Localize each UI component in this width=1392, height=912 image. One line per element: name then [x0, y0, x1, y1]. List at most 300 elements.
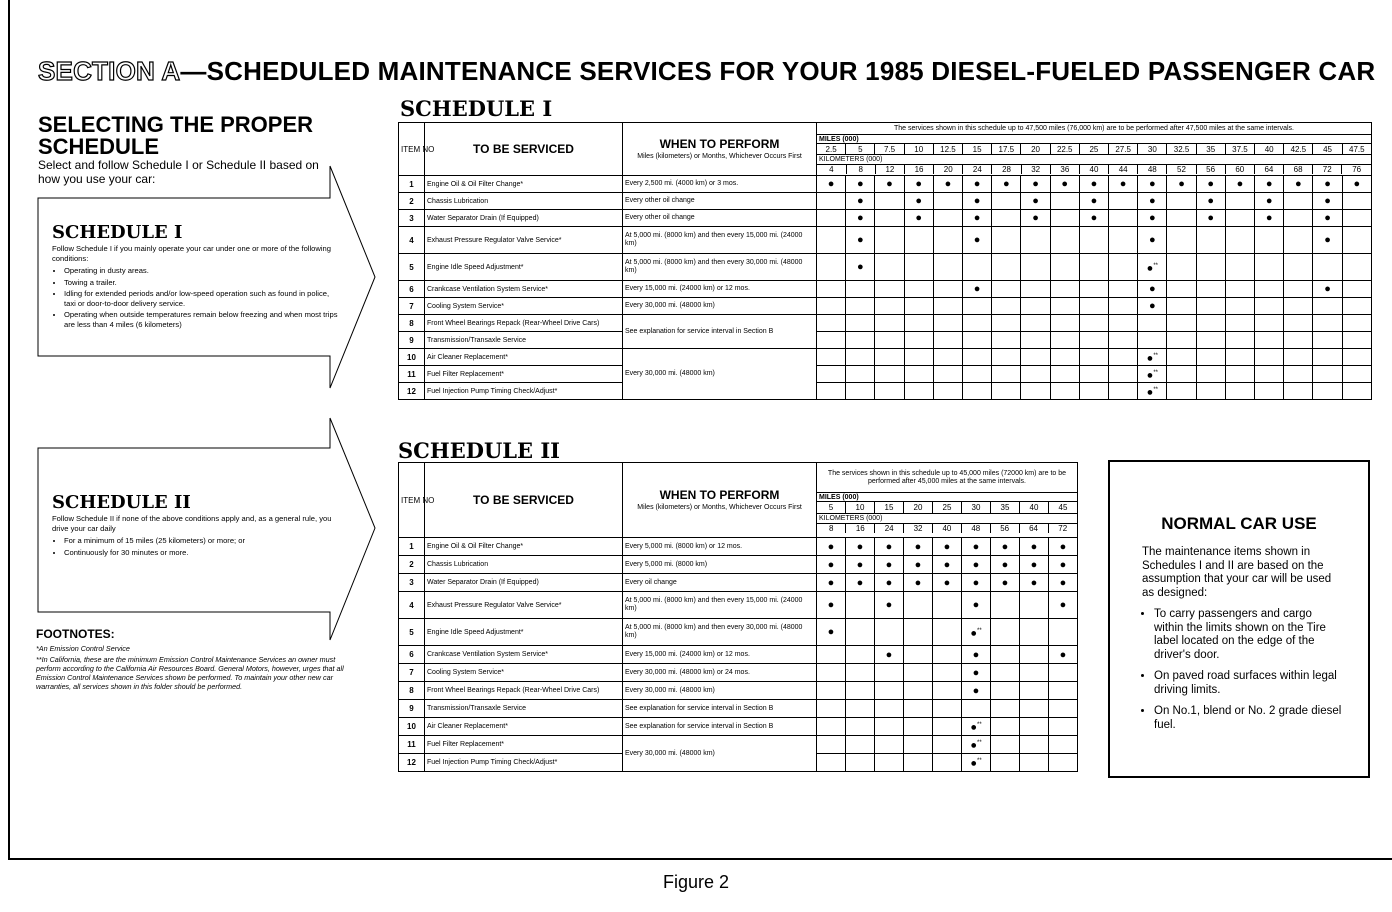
service-mark [1225, 298, 1254, 315]
table-row [399, 700, 1078, 718]
when-to-perform: See explanation for service interval in Section B [623, 718, 817, 736]
service-mark [1342, 298, 1371, 315]
service-mark: ● [933, 176, 962, 193]
emission-footnote-mark: ** [1153, 352, 1158, 359]
service-mark [991, 682, 1020, 700]
table-row [399, 210, 1372, 227]
miles-label: MILES (000) [817, 493, 1078, 502]
service-mark: ● [1138, 281, 1167, 298]
service-mark [933, 315, 962, 332]
title-text: SCHEDULED MAINTENANCE SERVICES FOR YOUR 1985 DIESEL-FUELED PASSENGER CAR [206, 56, 1376, 86]
when-subheader: Miles (kilometers) or Months, Whichever Occurs First [637, 504, 802, 511]
miles-tick: 5 [846, 144, 875, 155]
service-mark [1167, 281, 1196, 298]
normal-car-use-body [1142, 546, 1342, 740]
service-mark [846, 736, 875, 754]
km-tick: 76 [1342, 165, 1371, 175]
service-mark [1079, 298, 1108, 315]
service-mark [1225, 366, 1254, 383]
service-mark: ● [1079, 193, 1108, 210]
item-header: ITEM NO [399, 463, 425, 538]
service-mark: ● [904, 538, 933, 556]
service-mark [875, 736, 904, 754]
service-name: Chassis Lubrication [425, 556, 623, 574]
service-mark [1049, 619, 1078, 646]
km-tick: 28 [992, 165, 1021, 175]
service-mark [1196, 366, 1225, 383]
table-row [399, 332, 1372, 349]
service-mark [1284, 315, 1313, 332]
table-row [399, 227, 1372, 254]
service-mark [933, 332, 962, 349]
schedule1-box-text [52, 244, 342, 331]
service-mark [875, 298, 904, 315]
service-mark [1020, 664, 1049, 682]
service-mark: ● [904, 193, 933, 210]
service-mark: ● [1138, 210, 1167, 227]
service-mark [846, 664, 875, 682]
service-name: Cooling System Service* [425, 664, 623, 682]
service-mark [1225, 332, 1254, 349]
service-mark [875, 366, 904, 383]
service-name: Engine Idle Speed Adjustment* [425, 254, 623, 281]
km-tick: 48 [961, 524, 990, 534]
service-mark [1196, 332, 1225, 349]
service-mark [1255, 298, 1284, 315]
service-mark [1050, 254, 1079, 281]
schedule1-intro: Follow Schedule I if you mainly operate your car under one or more of the following conditions: [52, 244, 332, 263]
service-mark: ● [963, 281, 992, 298]
service-name: Air Cleaner Replacement* [425, 349, 623, 366]
service-mark [1284, 227, 1313, 254]
service-mark [992, 315, 1021, 332]
service-mark [963, 315, 992, 332]
service-mark [1079, 383, 1108, 400]
service-mark [817, 383, 846, 400]
service-mark [1021, 366, 1050, 383]
service-mark [1167, 193, 1196, 210]
service-name: Air Cleaner Replacement* [425, 718, 623, 736]
service-mark [933, 619, 962, 646]
service-mark [1050, 298, 1079, 315]
service-mark [992, 349, 1021, 366]
service-mark [1196, 349, 1225, 366]
item-number: 12 [399, 754, 425, 772]
service-mark [1109, 349, 1138, 366]
emission-footnote-mark: ** [1153, 262, 1158, 269]
km-tick: 56 [990, 524, 1019, 534]
miles-tick: 45 [1313, 144, 1342, 155]
service-mark [1050, 366, 1079, 383]
service-mark [875, 332, 904, 349]
service-mark: ● [933, 556, 962, 574]
normal-car-use-bullet: • On paved road surfaces within legal driving limits. [1154, 670, 1342, 697]
service-mark [963, 366, 992, 383]
service-mark [817, 298, 846, 315]
km-tick: 4 [817, 165, 846, 175]
service-mark: ● [962, 538, 991, 556]
km-tick: 32 [1021, 165, 1050, 175]
km-tick: 12 [875, 165, 904, 175]
service-mark: ● [875, 556, 904, 574]
service-mark [1109, 332, 1138, 349]
service-mark: ● [1196, 210, 1225, 227]
service-mark: ● [1138, 176, 1167, 193]
service-mark [933, 281, 962, 298]
service-mark [933, 383, 962, 400]
service-mark [1167, 349, 1196, 366]
item-number: 11 [399, 366, 425, 383]
service-mark: ● [1255, 176, 1284, 193]
schedule-note: The services shown in this schedule up to 47,500 miles (76,000 km) are to be performed after 47,500 miles at the same intervals. [817, 123, 1372, 135]
service-mark [1196, 254, 1225, 281]
service-mark [875, 193, 904, 210]
service-mark [1225, 383, 1254, 400]
schedule2-heading: SCHEDULE II [398, 438, 560, 463]
service-mark [1225, 210, 1254, 227]
schedule2-bullet: • Continuously for 30 minutes or more. [64, 548, 342, 558]
miles-tick: 30 [1138, 144, 1167, 155]
km-tick: 68 [1284, 165, 1313, 175]
service-mark: ● [1109, 176, 1138, 193]
item-number: 2 [399, 556, 425, 574]
service-name: Front Wheel Bearings Repack (Rear-Wheel Drive Cars) [425, 682, 623, 700]
km-tick: 8 [846, 165, 875, 175]
service-mark [875, 700, 904, 718]
service-mark [846, 298, 875, 315]
table-row [399, 556, 1078, 574]
service-name: Water Separator Drain (If Equipped) [425, 210, 623, 227]
normal-car-use-box [1108, 460, 1370, 778]
service-mark: ● [933, 538, 962, 556]
selecting-title: SELECTING THE PROPER SCHEDULE [38, 112, 314, 159]
miles-tick: 32.5 [1167, 144, 1196, 155]
service-mark: ● [963, 193, 992, 210]
service-mark [1167, 315, 1196, 332]
item-number: 6 [399, 646, 425, 664]
item-number: 7 [399, 664, 425, 682]
service-mark: ● [846, 210, 875, 227]
service-mark [933, 664, 962, 682]
table-row [399, 176, 1372, 193]
service-mark [1050, 227, 1079, 254]
item-number: 10 [399, 718, 425, 736]
when-to-perform: Every 30,000 mi. (48000 km) [623, 298, 817, 315]
normal-car-use-intro: The maintenance items shown in Schedules I and II are based on the assumption that your car will be used as designed: [1142, 546, 1332, 599]
schedule1-bullet: • Operating when outside temperatures remain below freezing and when most trips are less than 4 miles (6 kilometers) [64, 310, 342, 329]
service-mark: ● [846, 556, 875, 574]
when-header [623, 463, 817, 538]
service-mark [1109, 315, 1138, 332]
when-to-perform: At 5,000 mi. (8000 km) and then every 30,000 mi. (48000 km) [623, 619, 817, 646]
service-mark [1138, 332, 1167, 349]
service-mark [1313, 315, 1342, 332]
table-row [399, 254, 1372, 281]
service-mark: ● [1020, 538, 1049, 556]
item-number: 8 [399, 315, 425, 332]
service-mark [1050, 210, 1079, 227]
service-mark [1255, 281, 1284, 298]
service-mark: ● [1225, 176, 1254, 193]
service-mark [817, 664, 846, 682]
service-mark: ● [875, 574, 904, 592]
service-mark [1255, 366, 1284, 383]
miles-tick: 5 [817, 502, 846, 514]
miles-tick: 47.5 [1342, 144, 1371, 155]
service-mark [1342, 281, 1371, 298]
service-mark [962, 700, 991, 718]
service-name: Water Separator Drain (If Equipped) [425, 574, 623, 592]
service-mark: ●** [962, 736, 991, 754]
service-mark [1313, 332, 1342, 349]
footnotes [36, 627, 346, 693]
service-mark [904, 646, 933, 664]
service-name: Exhaust Pressure Regulator Valve Service* [425, 227, 623, 254]
service-mark [1049, 736, 1078, 754]
service-name: Engine Oil & Oil Filter Change* [425, 176, 623, 193]
service-mark: ● [875, 538, 904, 556]
schedule2-box-text [52, 514, 342, 559]
service-mark [875, 682, 904, 700]
schedule1-box-title: SCHEDULE I [52, 222, 183, 243]
service-mark [904, 682, 933, 700]
service-mark [1079, 315, 1108, 332]
service-mark [1167, 366, 1196, 383]
service-mark [1020, 682, 1049, 700]
service-mark: ● [846, 176, 875, 193]
service-mark [1020, 619, 1049, 646]
service-name: Crankcase Ventilation System Service* [425, 646, 623, 664]
schedule1-heading: SCHEDULE I [400, 96, 553, 121]
service-mark [933, 298, 962, 315]
service-mark [1049, 718, 1078, 736]
service-mark [1021, 349, 1050, 366]
schedule1-bullet: • Operating in dusty areas. [64, 266, 342, 276]
service-mark: ● [1138, 227, 1167, 254]
service-mark [992, 366, 1021, 383]
km-tick: 44 [1109, 165, 1138, 175]
service-mark [1284, 366, 1313, 383]
service-mark [1109, 210, 1138, 227]
service-mark [1020, 592, 1049, 619]
miles-tick: 27.5 [1109, 144, 1138, 155]
service-mark [1050, 383, 1079, 400]
service-mark: ● [992, 176, 1021, 193]
km-tick: 16 [904, 165, 933, 175]
km-tick: 64 [1019, 524, 1048, 534]
schedule2-box-title: SCHEDULE II [52, 492, 191, 513]
service-mark [817, 646, 846, 664]
service-mark [1342, 332, 1371, 349]
service-mark: ● [962, 646, 991, 664]
km-tick: 36 [1050, 165, 1079, 175]
km-tick: 52 [1167, 165, 1196, 175]
service-mark [1050, 332, 1079, 349]
service-mark: ● [991, 574, 1020, 592]
service-mark [875, 281, 904, 298]
item-number: 12 [399, 383, 425, 400]
service-mark: ●** [1138, 366, 1167, 383]
service-mark: ● [904, 574, 933, 592]
service-mark [904, 315, 933, 332]
miles-tick: 15 [875, 502, 904, 514]
service-mark [1167, 332, 1196, 349]
service-mark [1020, 700, 1049, 718]
service-mark [1021, 254, 1050, 281]
service-mark [904, 736, 933, 754]
service-mark [846, 383, 875, 400]
item-number: 11 [399, 736, 425, 754]
service-mark [1284, 254, 1313, 281]
when-to-perform: Every 15,000 mi. (24000 km) or 12 mos. [623, 281, 817, 298]
service-mark [1342, 254, 1371, 281]
service-mark [904, 700, 933, 718]
service-mark [992, 227, 1021, 254]
service-mark [846, 700, 875, 718]
miles-tick: 15 [963, 144, 992, 155]
service-mark: ● [963, 176, 992, 193]
item-number: 3 [399, 574, 425, 592]
service-mark [933, 592, 962, 619]
service-header-text: TO BE SERVICED [473, 142, 574, 156]
service-mark [846, 619, 875, 646]
figure-caption: Figure 2 [662, 872, 730, 892]
km-label: KILOMETERS (000) [819, 515, 883, 522]
emission-footnote-mark: ** [976, 758, 982, 765]
service-mark: ● [817, 556, 846, 574]
table-row [399, 718, 1078, 736]
service-mark [846, 332, 875, 349]
schedule1-bullet: • Idling for extended periods and/or low-speed operation such as found in police, taxi or door-to-door delivery service. [64, 289, 342, 308]
service-mark: ● [846, 193, 875, 210]
service-mark: ● [1049, 556, 1078, 574]
service-mark: ● [963, 227, 992, 254]
miles-tick: 20 [1021, 144, 1050, 155]
service-mark [875, 349, 904, 366]
km-tick: 72 [1313, 165, 1342, 175]
service-mark [1225, 349, 1254, 366]
service-mark: ● [991, 538, 1020, 556]
miles-tick: 22.5 [1050, 144, 1079, 155]
when-to-perform: Every 30,000 mi. (48000 km) [623, 682, 817, 700]
service-mark: ● [1021, 176, 1050, 193]
service-mark [1196, 298, 1225, 315]
service-mark: ● [1342, 176, 1371, 193]
service-mark [992, 254, 1021, 281]
service-mark [817, 332, 846, 349]
service-mark [1109, 254, 1138, 281]
km-tick: 24 [963, 165, 992, 175]
schedule2-intro: Follow Schedule II if none of the above conditions apply and, as a general rule, you drive your car daily [52, 514, 332, 533]
service-mark: ● [817, 619, 846, 646]
km-values [817, 164, 1371, 174]
service-mark [1109, 298, 1138, 315]
service-mark: ● [1021, 193, 1050, 210]
table-row [399, 619, 1078, 646]
service-mark [875, 227, 904, 254]
table-row [399, 574, 1078, 592]
service-mark [1167, 383, 1196, 400]
service-mark [963, 254, 992, 281]
service-mark [817, 193, 846, 210]
service-mark: ● [962, 592, 991, 619]
service-mark [933, 718, 962, 736]
service-mark: ● [846, 227, 875, 254]
service-mark [875, 315, 904, 332]
when-to-perform: See explanation for service interval in Section B [623, 315, 817, 349]
service-mark: ● [817, 574, 846, 592]
service-mark [1255, 349, 1284, 366]
service-mark [904, 718, 933, 736]
table-row [399, 383, 1372, 400]
service-name: Transmission/Transaxle Service [425, 700, 623, 718]
km-tick: 24 [875, 524, 904, 534]
service-mark [817, 254, 846, 281]
service-mark [1284, 298, 1313, 315]
miles-tick: 45 [1049, 502, 1078, 514]
table-row [399, 349, 1372, 366]
service-mark [846, 281, 875, 298]
table-row [399, 682, 1078, 700]
schedule-note: The services shown in this schedule up to 45,000 miles (72000 km) are to be performed after 45,000 miles at the same intervals. [817, 463, 1078, 493]
service-mark [991, 736, 1020, 754]
service-mark: ● [933, 574, 962, 592]
service-mark [992, 298, 1021, 315]
table-row [399, 592, 1078, 619]
service-mark [1342, 210, 1371, 227]
service-mark [1050, 193, 1079, 210]
service-mark: ● [1020, 556, 1049, 574]
service-mark [817, 682, 846, 700]
km-tick: 40 [1079, 165, 1108, 175]
service-mark: ●** [962, 619, 991, 646]
table-row [399, 736, 1078, 754]
service-mark: ● [962, 556, 991, 574]
service-mark [1342, 349, 1371, 366]
service-mark: ● [1255, 210, 1284, 227]
km-tick: 56 [1196, 165, 1225, 175]
item-number: 4 [399, 227, 425, 254]
footnote-2: **In California, these are the minimum Emission Control Maintenance Services an owner must perform according to the California Air Resources Board. General Motors, however, urges that all Emission Control Maintenance Services shown be performed. To maintain your other new car warranties, all services shown in this folder should be performed. [36, 655, 344, 691]
table-row [399, 315, 1372, 332]
service-mark [1049, 682, 1078, 700]
service-mark [1342, 193, 1371, 210]
miles-tick: 37.5 [1225, 144, 1254, 155]
service-mark [1020, 754, 1049, 772]
when-to-perform: At 5,000 mi. (8000 km) and then every 30,000 mi. (48000 km) [623, 254, 817, 281]
miles-tick: 35 [991, 502, 1020, 514]
service-mark [1313, 298, 1342, 315]
service-mark [1225, 281, 1254, 298]
service-mark [1284, 281, 1313, 298]
miles-tick: 10 [846, 502, 875, 514]
service-header [425, 123, 623, 176]
table-row [399, 366, 1372, 383]
emission-footnote-mark: ** [976, 722, 982, 729]
service-mark [1313, 349, 1342, 366]
service-mark: ● [1079, 176, 1108, 193]
service-mark: ●** [1138, 349, 1167, 366]
service-mark [933, 754, 962, 772]
service-mark: ● [962, 574, 991, 592]
service-mark [963, 349, 992, 366]
service-mark [963, 332, 992, 349]
service-mark [933, 366, 962, 383]
service-mark [817, 210, 846, 227]
item-header: ITEM NO [399, 123, 425, 176]
service-mark [1109, 227, 1138, 254]
service-mark: ● [875, 592, 904, 619]
